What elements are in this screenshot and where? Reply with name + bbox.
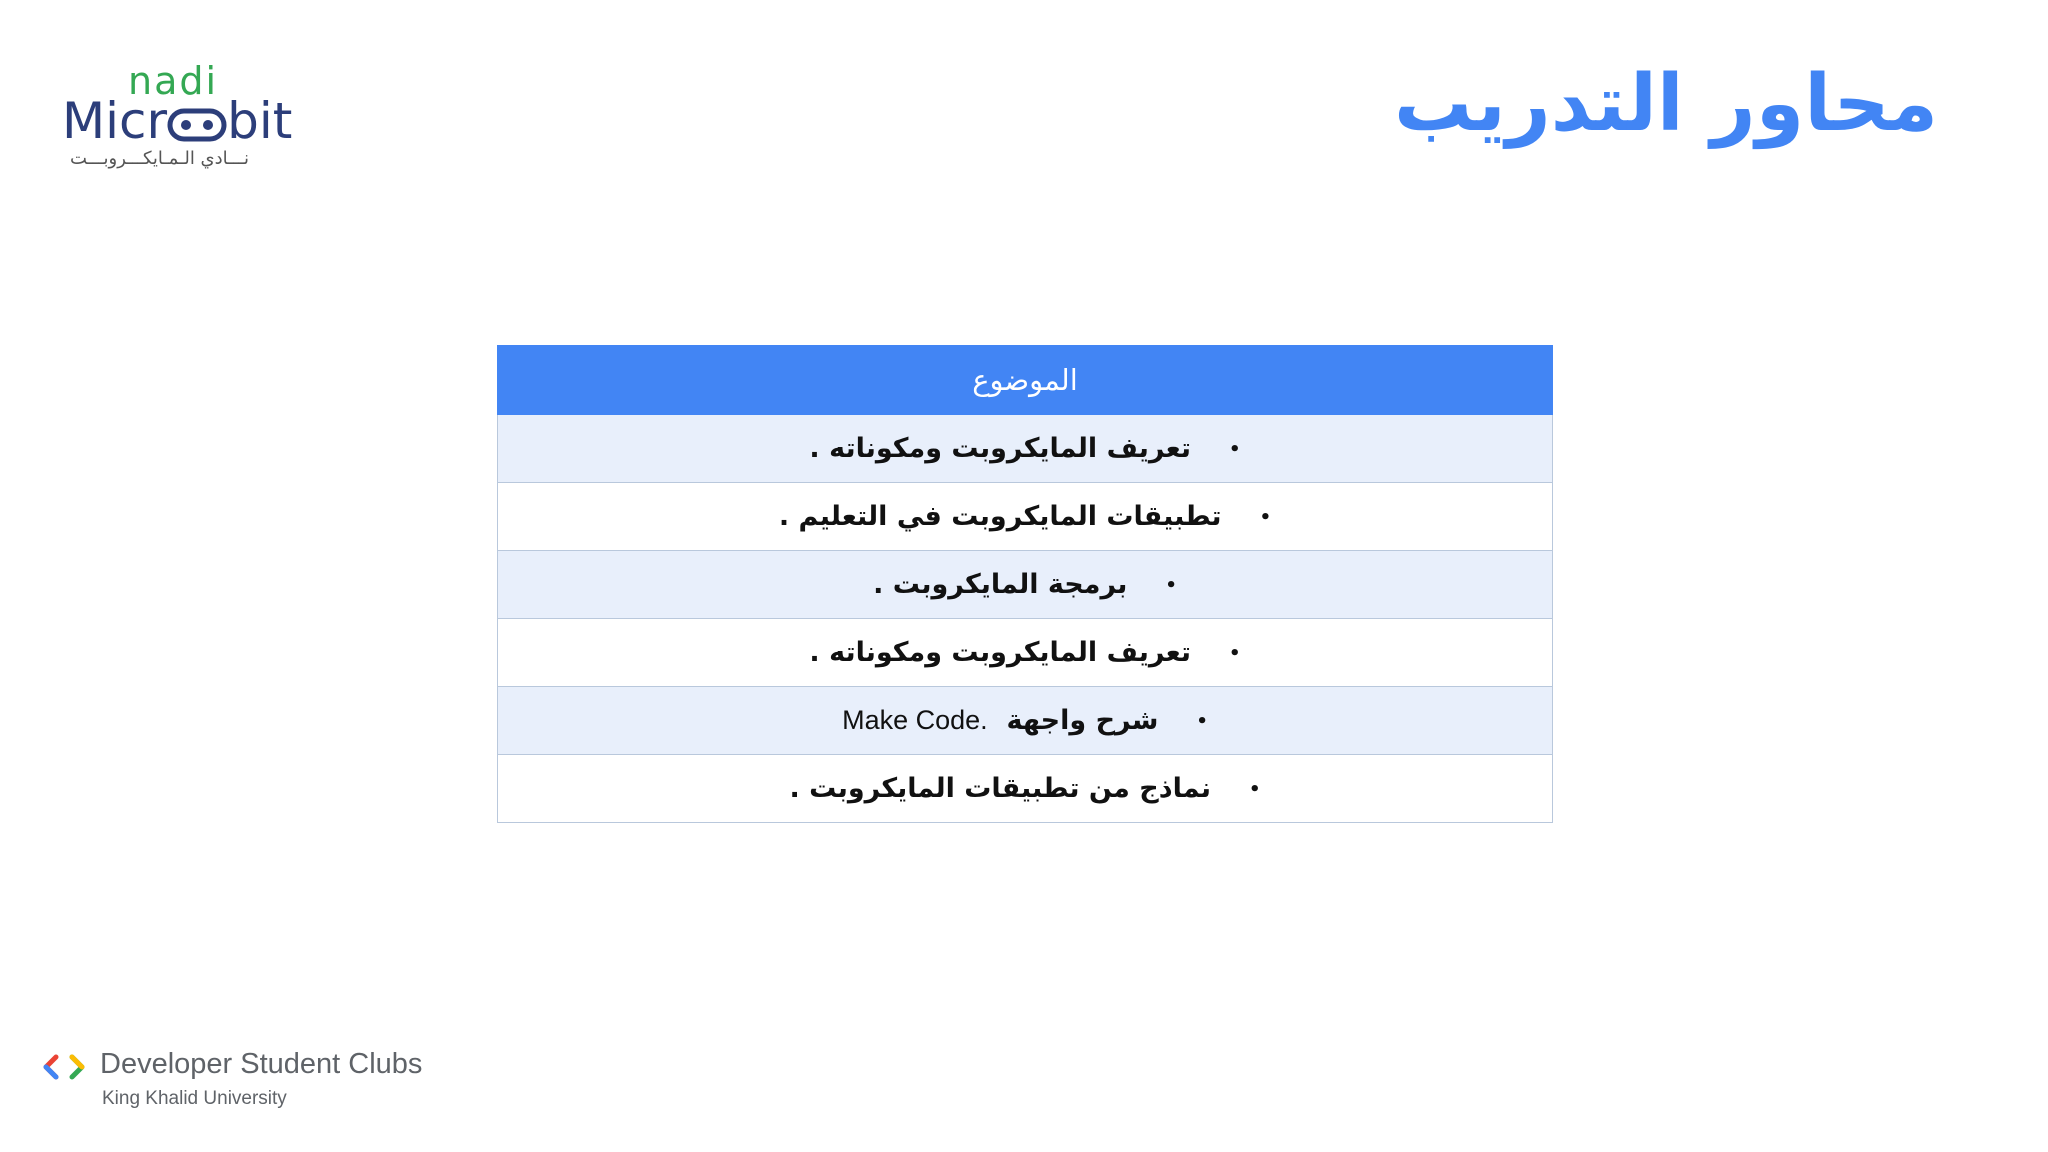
bullet-icon: • (1259, 507, 1272, 528)
logo-brand-left: Micr (62, 92, 168, 150)
row-text-latin: Make Code. (842, 705, 988, 735)
table-row (498, 415, 1553, 483)
logo-nadi-text: nadi (128, 59, 219, 103)
table-row (498, 551, 1553, 619)
table-row (498, 687, 1553, 755)
logo-arabic-text: نـــادي الـمـايكـــروبـــت (70, 148, 249, 169)
bullet-icon: • (1249, 779, 1261, 800)
table-header: الموضوع (498, 346, 1553, 415)
slide-title: محاور التدريب (1393, 59, 1938, 149)
topics-table (497, 345, 1553, 823)
bullet-icon: • (1229, 643, 1241, 664)
nadi-microbit-logo (62, 59, 302, 172)
robot-face-icon (167, 100, 227, 150)
bullet-icon: • (1229, 439, 1241, 460)
bullet-icon: • (1196, 711, 1208, 732)
row-text: تعريف المايكروبت ومكوناته . (809, 637, 1192, 668)
table-row (498, 483, 1553, 551)
row-text: تطبيقات المايكروبت في التعليم . (778, 501, 1222, 532)
dsc-logo (42, 1048, 462, 1118)
row-text-arabic: شرح واجهة (1006, 705, 1159, 736)
logo-brand-right: bit (227, 92, 293, 150)
table-row (498, 619, 1553, 687)
dsc-name: Developer Student Clubs (100, 1048, 423, 1080)
dsc-university: King Khalid University (102, 1088, 287, 1109)
bullet-icon: • (1165, 575, 1177, 596)
row-text: تعريف المايكروبت ومكوناته . (809, 433, 1192, 464)
logo-brand (62, 92, 293, 150)
row-text: برمجة المايكروبت . (873, 569, 1128, 600)
table-row (498, 755, 1553, 823)
dsc-brackets-icon (42, 1054, 92, 1080)
row-text: نماذج من تطبيقات المايكروبت . (789, 773, 1211, 804)
